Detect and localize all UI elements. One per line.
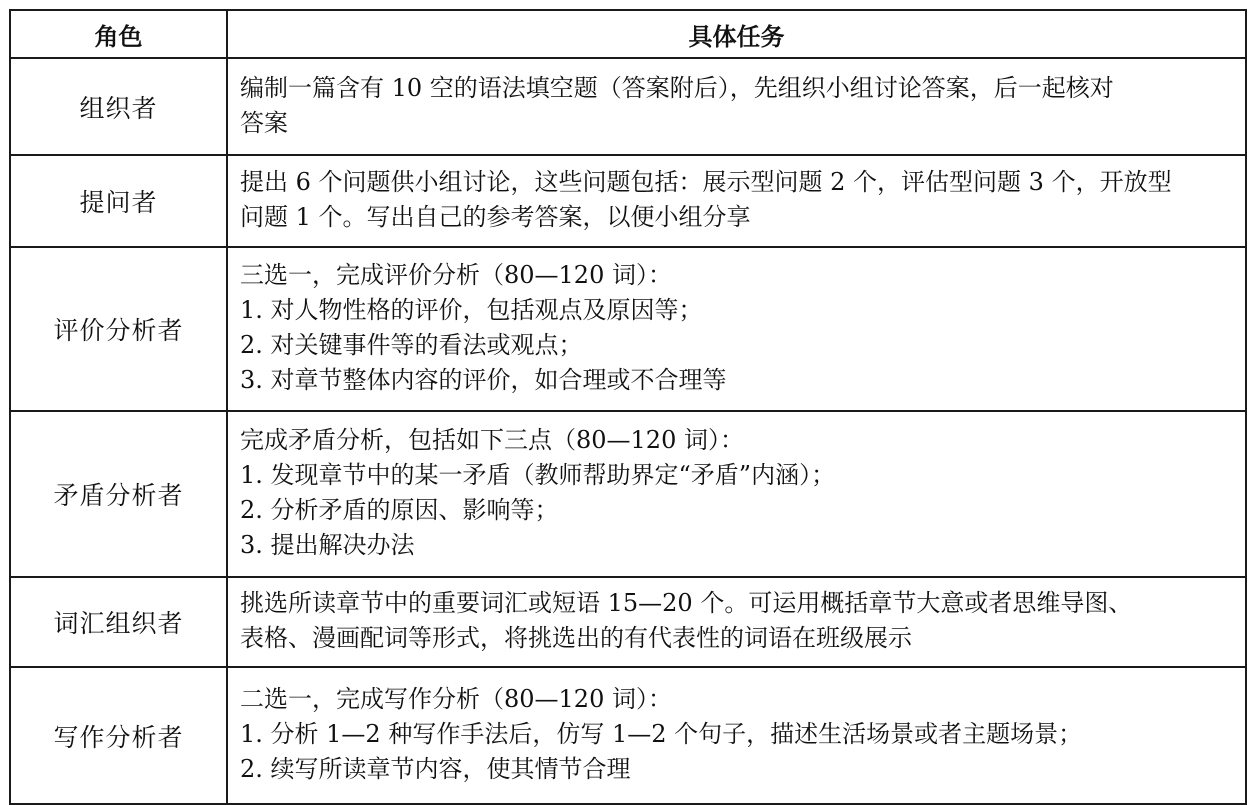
header-role: 角色 <box>10 10 227 58</box>
table-row <box>10 58 1246 155</box>
role-cell: 矛盾分析者 <box>10 411 227 577</box>
task-line: 挑选所读章节中的重要词汇或短语 15—20 个。可运用概括章节大意或者思维导图、 <box>240 589 1133 617</box>
task-cell <box>227 577 1246 667</box>
task-line: 表格、漫画配词等形式，将挑选出的有代表性的词语在班级展示 <box>240 624 912 652</box>
task-cell <box>227 155 1246 247</box>
task-line: 1. 分析 1—2 种写作手法后，仿写 1—2 个句子，描述生活场景或者主题场景； <box>240 720 1083 748</box>
role-cell: 组织者 <box>10 58 227 155</box>
role-cell: 词汇组织者 <box>10 577 227 667</box>
header-row <box>10 10 1246 58</box>
task-line: 3. 提出解决办法 <box>240 531 415 559</box>
task-line: 1. 对人物性格的评价，包括观点及原因等； <box>240 296 703 324</box>
table-row <box>10 155 1246 247</box>
role-cell: 评价分析者 <box>10 247 227 411</box>
task-line: 问题 1 个。写出自己的参考答案，以便小组分享 <box>240 203 751 231</box>
task-cell <box>227 247 1246 411</box>
task-line: 1. 发现章节中的某一矛盾（教师帮助界定“矛盾”内涵）； <box>240 461 836 489</box>
task-cell <box>227 667 1246 804</box>
role-task-table <box>9 9 1247 805</box>
task-line: 完成矛盾分析，包括如下三点（80—120 词）： <box>240 426 744 454</box>
task-line: 三选一，完成评价分析（80—120 词）： <box>240 261 672 289</box>
task-line: 答案 <box>240 108 288 137</box>
table-row <box>10 667 1246 804</box>
task-line: 提出 6 个问题供小组讨论，这些问题包括：展示型问题 2 个，评估型问题 3 个，开放型 <box>240 168 1172 196</box>
header-task: 具体任务 <box>227 10 1246 58</box>
table-row <box>10 577 1246 667</box>
task-line: 2. 对关键事件等的看法或观点； <box>240 331 583 359</box>
task-line: 2. 续写所读章节内容，使其情节合理 <box>240 755 631 783</box>
role-cell: 提问者 <box>10 155 227 247</box>
task-line: 编制一篇含有 10 空的语法填空题（答案附后），先组织小组讨论答案，后一起核对 <box>240 73 1114 102</box>
table-row <box>10 247 1246 411</box>
task-line: 2. 分析矛盾的原因、影响等； <box>240 496 559 524</box>
task-line: 二选一，完成写作分析（80—120 词）： <box>240 685 672 713</box>
table-row <box>10 411 1246 577</box>
task-line: 3. 对章节整体内容的评价，如合理或不合理等 <box>240 366 727 394</box>
role-cell: 写作分析者 <box>10 667 227 804</box>
task-cell <box>227 411 1246 577</box>
task-cell <box>227 58 1246 155</box>
